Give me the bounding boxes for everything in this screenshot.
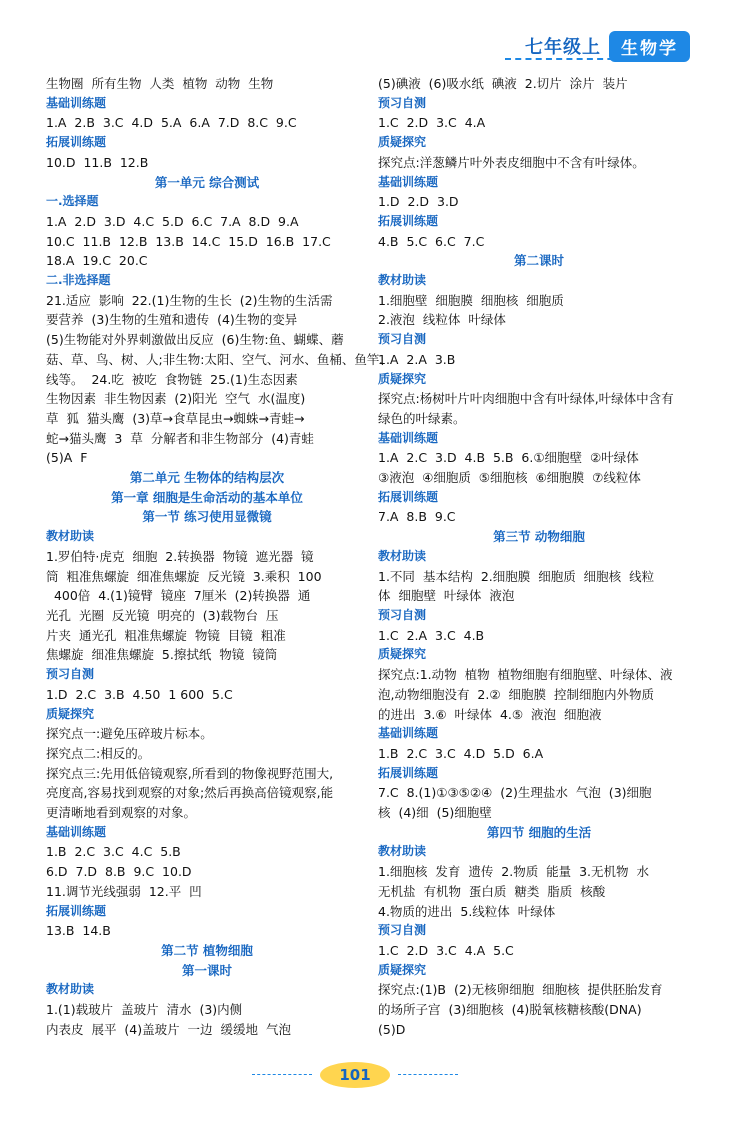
answer-line: 1.D 2.C 3.B 4.50 1 600 5.C [46, 686, 233, 702]
answer-line: 4.B 5.C 6.C 7.C [378, 233, 485, 249]
left-column [46, 74, 392, 1039]
chapter-title: 第三节 动物细胞 [493, 529, 585, 545]
section-heading: 基础训练题 [46, 824, 107, 839]
answer-line: (5)A F [46, 450, 88, 466]
section-heading: 质疑探究 [378, 371, 427, 386]
answer-line: 探究点:洋葱鳞片叶外表皮细胞中不含有叶绿体。 [378, 154, 645, 170]
section-heading: 预习自测 [378, 923, 427, 938]
answer-line: 线等。 24.吃 被吃 食物链 25.(1)生态因素 [46, 371, 298, 387]
answer-line: 核 (4)细 (5)细胞壁 [378, 805, 492, 821]
section-heading: 教材助读 [378, 273, 427, 288]
answer-line: 1.罗伯特·虎克 细胞 2.转换器 物镜 遮光器 镜 [46, 548, 314, 564]
answer-line: 菇、草、鸟、树、人;非生物:太阳、空气、河水、鱼桶、鱼竿、 [46, 351, 392, 367]
answer-line: 400倍 4.(1)镜臂 镜座 7厘米 (2)转换器 通 [46, 588, 311, 604]
answer-line: 亮度高,容易找到观察的对象;然后再换高倍镜观察,能 [46, 785, 334, 801]
answer-line: 绿色的叶绿素。 [378, 410, 466, 426]
section-heading: 质疑探究 [378, 647, 427, 662]
answer-line: 1.C 2.D 3.C 4.A [378, 115, 486, 131]
answer-line: 6.D 7.D 8.B 9.C 10.D [46, 864, 192, 880]
answer-line: 探究点三:先用低倍镜观察,所看到的物像视野范围大, [46, 765, 334, 781]
section-heading: 基础训练题 [378, 430, 439, 445]
answer-line: 1.D 2.D 3.D [378, 194, 459, 210]
section-heading: 预习自测 [378, 95, 427, 110]
answer-line: 21.适应 影响 22.(1)生物的生长 (2)生物的生活需 [46, 292, 333, 308]
answer-line: 探究点:(1)B (2)无核卵细胞 细胞核 提供胚胎发育 [378, 982, 663, 998]
answer-line: 11.调节光线强弱 12.平 凹 [46, 883, 202, 899]
answer-line: 片夹 通光孔 粗准焦螺旋 物镜 目镜 粗准 [46, 627, 286, 643]
section-heading: 二.非选择题 [46, 273, 111, 288]
answer-line: 草 狐 猫头鹰 (3)草→食草昆虫→蜘蛛→青蛙→ [46, 410, 305, 426]
section-heading: 基础训练题 [378, 174, 439, 189]
answer-line: 1.A 2.B 3.C 4.D 5.A 6.A 7.D 8.C 9.C [46, 115, 297, 131]
chapter-title: 第一单元 综合测试 [154, 174, 260, 190]
answer-line: 1.C 2.A 3.C 4.B [378, 627, 485, 643]
answer-line: 1.A 2.D 3.D 4.C 5.D 6.C 7.A 8.D 9.A [46, 213, 299, 229]
answer-line: 1.B 2.C 3.C 4.D 5.D 6.A [378, 745, 544, 761]
section-heading: 教材助读 [378, 548, 427, 563]
answer-line: 1.B 2.C 3.C 4.C 5.B [46, 844, 181, 860]
answer-line: 2.液泡 线粒体 叶绿体 [378, 312, 506, 328]
answer-line: 1.C 2.D 3.C 4.A 5.C [378, 942, 514, 958]
answer-line: 无机盐 有机物 蛋白质 糖类 脂质 核酸 [378, 883, 606, 899]
grade-label: 七年级上 [525, 37, 601, 58]
answer-line: 蛇→猫头鹰 3 草 分解者和非生物部分 (4)青蛙 [46, 430, 314, 446]
right-column [378, 74, 700, 1039]
section-heading: 教材助读 [46, 529, 95, 544]
answer-line: 内表皮 展平 (4)盖玻片 一边 缓缓地 气泡 [46, 1021, 291, 1037]
subject-badge: 生物学 [609, 31, 690, 62]
answer-line: (5)D [378, 1021, 406, 1037]
answer-line: 生物圈 所有生物 人类 植物 动物 生物 [46, 76, 274, 91]
answer-line: 的场所子宫 (3)细胞核 (4)脱氧核糖核酸(DNA) [378, 1002, 642, 1018]
chapter-title: 第四节 细胞的生活 [486, 824, 592, 840]
section-heading: 质疑探究 [378, 962, 427, 977]
answer-line: ③液泡 ④细胞质 ⑤细胞核 ⑥细胞膜 ⑦线粒体 [378, 470, 641, 486]
answer-line: 泡,动物细胞没有 2.② 细胞膜 控制细胞内外物质 [378, 686, 654, 702]
section-heading: 质疑探究 [378, 135, 427, 150]
answer-line: 7.A 8.B 9.C [378, 509, 456, 525]
answer-line: 10.D 11.B 12.B [46, 154, 149, 170]
answer-line: 18.A 19.C 20.C [46, 253, 148, 269]
answer-line: (5)生物能对外界刺激做出反应 (6)生物:鱼、蝴蝶、蘑 [46, 332, 344, 348]
answer-line: 探究点二:相反的。 [46, 745, 151, 761]
header-divider [505, 58, 685, 62]
section-heading: 基础训练题 [378, 726, 439, 741]
section-heading: 预习自测 [378, 607, 427, 622]
answer-line: 7.C 8.(1)①③⑤②④ (2)生理盐水 气泡 (3)细胞 [378, 785, 652, 801]
answer-line: 光孔 光圈 反光镜 明亮的 (3)载物台 压 [46, 607, 279, 623]
answer-line: 体 细胞壁 叶绿体 液泡 [378, 588, 515, 604]
answer-line: 更清晰地看到观察的对象。 [46, 805, 197, 821]
chapter-title: 第二单元 生物体的结构层次 [129, 470, 285, 486]
section-heading: 预习自测 [46, 667, 95, 682]
section-heading: 拓展训练题 [46, 903, 107, 918]
answer-line: 生物因素 非生物因素 (2)阳光 空气 水(温度) [46, 391, 306, 407]
section-heading: 基础训练题 [46, 95, 107, 110]
answer-line: 1.细胞壁 细胞膜 细胞核 细胞质 [378, 292, 564, 308]
answer-line: 要营养 (3)生物的生殖和遗传 (4)生物的变异 [46, 312, 298, 328]
chapter-title: 第二课时 [513, 253, 564, 269]
answer-line: 1.A 2.A 3.B [378, 351, 456, 367]
answer-line: 的进出 3.⑥ 叶绿体 4.⑤ 液泡 细胞液 [378, 706, 602, 722]
page-number: 101 [320, 1062, 390, 1088]
chapter-title: 第二节 植物细胞 [161, 942, 253, 958]
answer-line: (5)碘液 (6)吸水纸 碘液 2.切片 涂片 装片 [378, 76, 628, 91]
answer-line: 探究点一:避免压碎玻片标本。 [46, 726, 213, 742]
answer-line: 筒 粗准焦螺旋 细准焦螺旋 反光镜 3.乘积 100 [46, 568, 322, 584]
answer-line: 1.(1)载玻片 盖玻片 清水 (3)内侧 [46, 1002, 243, 1018]
answer-line: 1.A 2.C 3.D 4.B 5.B 6.①细胞壁 ②叶绿体 [378, 450, 639, 466]
section-heading: 预习自测 [378, 332, 427, 347]
chapter-title: 第一课时 [181, 962, 232, 978]
section-heading: 一.选择题 [46, 194, 99, 209]
section-heading: 拓展训练题 [378, 213, 439, 228]
answer-line: 10.C 11.B 12.B 13.B 14.C 15.D 16.B 17.C [46, 233, 331, 249]
answer-line: 13.B 14.B [46, 923, 111, 939]
answer-line: 1.不同 基本结构 2.细胞膜 细胞质 细胞核 线粒 [378, 568, 655, 584]
chapter-title: 第一章 细胞是生命活动的基本单位 [111, 489, 303, 505]
section-heading: 教材助读 [378, 844, 427, 859]
answer-line: 1.细胞核 发育 遗传 2.物质 能量 3.无机物 水 [378, 864, 649, 880]
answer-line: 探究点:杨树叶片叶肉细胞中含有叶绿体,叶绿体中含有 [378, 391, 674, 407]
answer-line: 探究点:1.动物 植物 植物细胞有细胞壁、叶绿体、液 [378, 667, 673, 683]
chapter-title: 第一节 练习使用显微镜 [142, 509, 272, 525]
section-heading: 拓展训练题 [378, 765, 439, 780]
section-heading: 拓展训练题 [46, 135, 107, 150]
answer-line: 焦螺旋 细准焦螺旋 5.擦拭纸 物镜 镜筒 [46, 647, 278, 663]
answer-line: 4.物质的进出 5.线粒体 叶绿体 [378, 903, 556, 919]
section-heading: 拓展训练题 [378, 489, 439, 504]
section-heading: 质疑探究 [46, 706, 95, 721]
section-heading: 教材助读 [46, 982, 95, 997]
